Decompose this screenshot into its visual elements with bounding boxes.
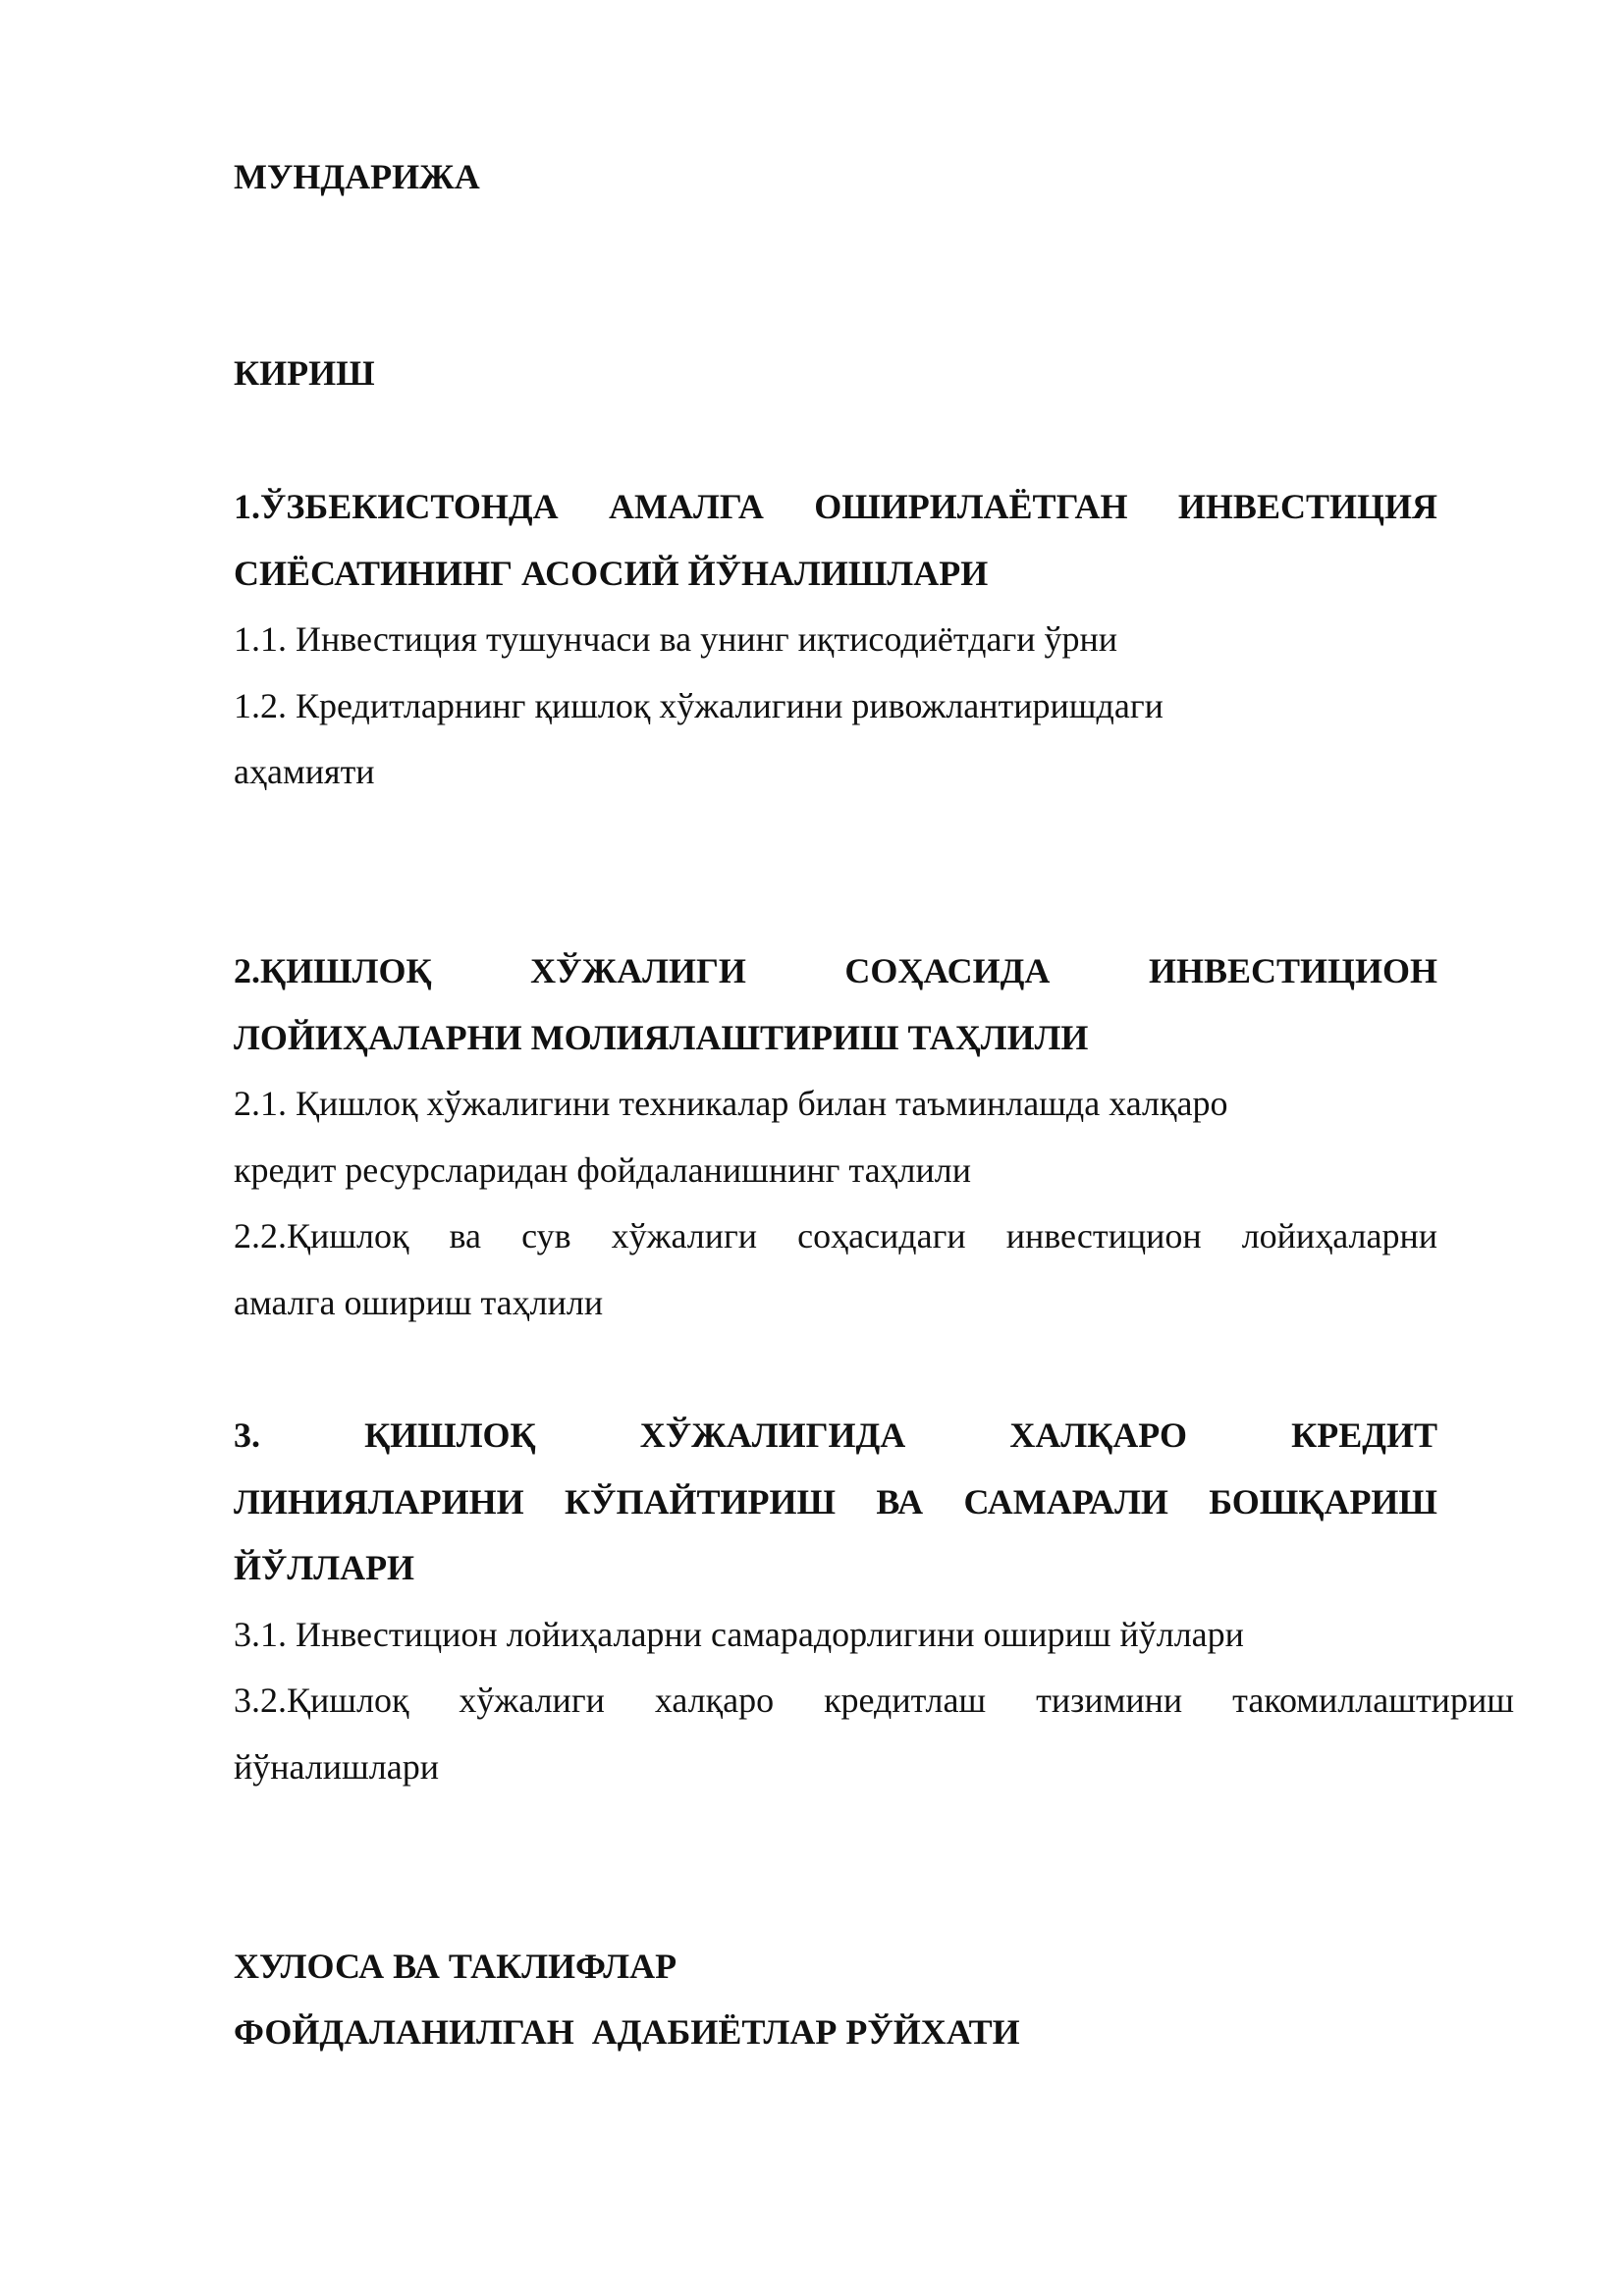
heading-word: ОШИРИЛАЁТГАН <box>814 487 1128 526</box>
toc-item-1-2-line2: аҳамияти <box>234 752 375 791</box>
heading-word: ЛИНИЯЛАРИНИ <box>234 1482 524 1522</box>
item-word: халқаро <box>654 1681 775 1720</box>
heading-word: САМАРАЛИ <box>963 1482 1168 1522</box>
toc-item-1-1: 1.1. Инвестиция тушунчаси ва унинг иқтисодиётдаги ўрни <box>234 619 1117 659</box>
toc-item-2-1-line1: 2.1. Қишлоқ хўжалигини техникалар билан таъминлашда халқаро <box>234 1084 1228 1123</box>
toc-references: ФОЙДАЛАНИЛГАН АДАБИЁТЛАР РЎЙХАТИ <box>234 2012 1020 2052</box>
heading-word: ХЎЖАЛИГИДА <box>639 1415 906 1455</box>
heading-word: КРЕДИТ <box>1291 1415 1437 1455</box>
item-word: 2.2.Қишлоқ <box>234 1216 409 1255</box>
toc-item-2-2-line1 <box>234 1214 1437 1257</box>
heading-word: ИНВЕСТИЦИОН <box>1148 951 1437 990</box>
chapter1-heading-line1 <box>234 485 1437 528</box>
toc-intro: КИРИШ <box>234 353 375 393</box>
toc-item-3-1: 3.1. Инвестицион лойиҳаларни самарадорлигини ошириш йўллари <box>234 1615 1244 1654</box>
item-word: инвестицион <box>1005 1216 1202 1255</box>
chapter1-heading-line2: СИЁСАТИНИНГ АСОСИЙ ЙЎНАЛИШЛАРИ <box>234 554 989 593</box>
chapter2-heading-line1 <box>234 949 1437 992</box>
toc-item-1-2-line1: 1.2. Кредитларнинг қишлоқ хўжалигини ривожлантиришдаги <box>234 686 1164 725</box>
heading-word: ВА <box>876 1482 924 1522</box>
item-word: 3.2.Қишлоқ <box>234 1681 409 1720</box>
heading-word: ХЎЖАЛИГИ <box>530 951 746 990</box>
toc-item-2-2-line2: амалга ошириш таҳлили <box>234 1283 604 1322</box>
chapter3-heading-line3: ЙЎЛЛАРИ <box>234 1548 415 1587</box>
item-word: хўжалиги <box>611 1216 758 1255</box>
toc-title: МУНДАРИЖА <box>234 157 480 196</box>
item-word: ва <box>449 1216 482 1255</box>
heading-word: ХАЛҚАРО <box>1009 1415 1188 1455</box>
toc-item-3-2-line2: йўналишлари <box>234 1747 439 1787</box>
heading-word: ҚИШЛОҚ <box>364 1415 536 1455</box>
heading-word: АМАЛГА <box>609 487 764 526</box>
heading-word: СОҲАСИДА <box>844 951 1051 990</box>
item-word: сув <box>521 1216 571 1255</box>
heading-word: БОШҚАРИШ <box>1209 1482 1437 1522</box>
heading-word: ИНВЕСТИЦИЯ <box>1177 487 1437 526</box>
toc-conclusion: ХУЛОСА ВА ТАКЛИФЛАР <box>234 1947 677 1986</box>
item-word: кредитлаш <box>824 1681 987 1720</box>
heading-word: КЎПАЙТИРИШ <box>565 1482 837 1522</box>
chapter3-heading-line2 <box>234 1480 1437 1523</box>
item-word: хўжалиги <box>459 1681 605 1720</box>
chapter2-heading-line2: ЛОЙИҲАЛАРНИ МОЛИЯЛАШТИРИШ ТАҲЛИЛИ <box>234 1018 1089 1057</box>
heading-word: 1.ЎЗБЕКИСТОНДА <box>234 487 559 526</box>
toc-item-3-2-line1 <box>234 1679 1514 1722</box>
heading-word: 3. <box>234 1415 260 1455</box>
chapter3-heading-line1 <box>234 1414 1437 1457</box>
heading-word: 2.ҚИШЛОҚ <box>234 951 432 990</box>
item-word: лойиҳаларни <box>1241 1216 1437 1255</box>
toc-item-2-1-line2: кредит ресурсларидан фойдаланишнинг таҳлили <box>234 1150 972 1190</box>
item-word: такомиллаштириш <box>1232 1681 1514 1720</box>
item-word: тизимини <box>1036 1681 1183 1720</box>
item-word: соҳасидаги <box>797 1216 966 1255</box>
